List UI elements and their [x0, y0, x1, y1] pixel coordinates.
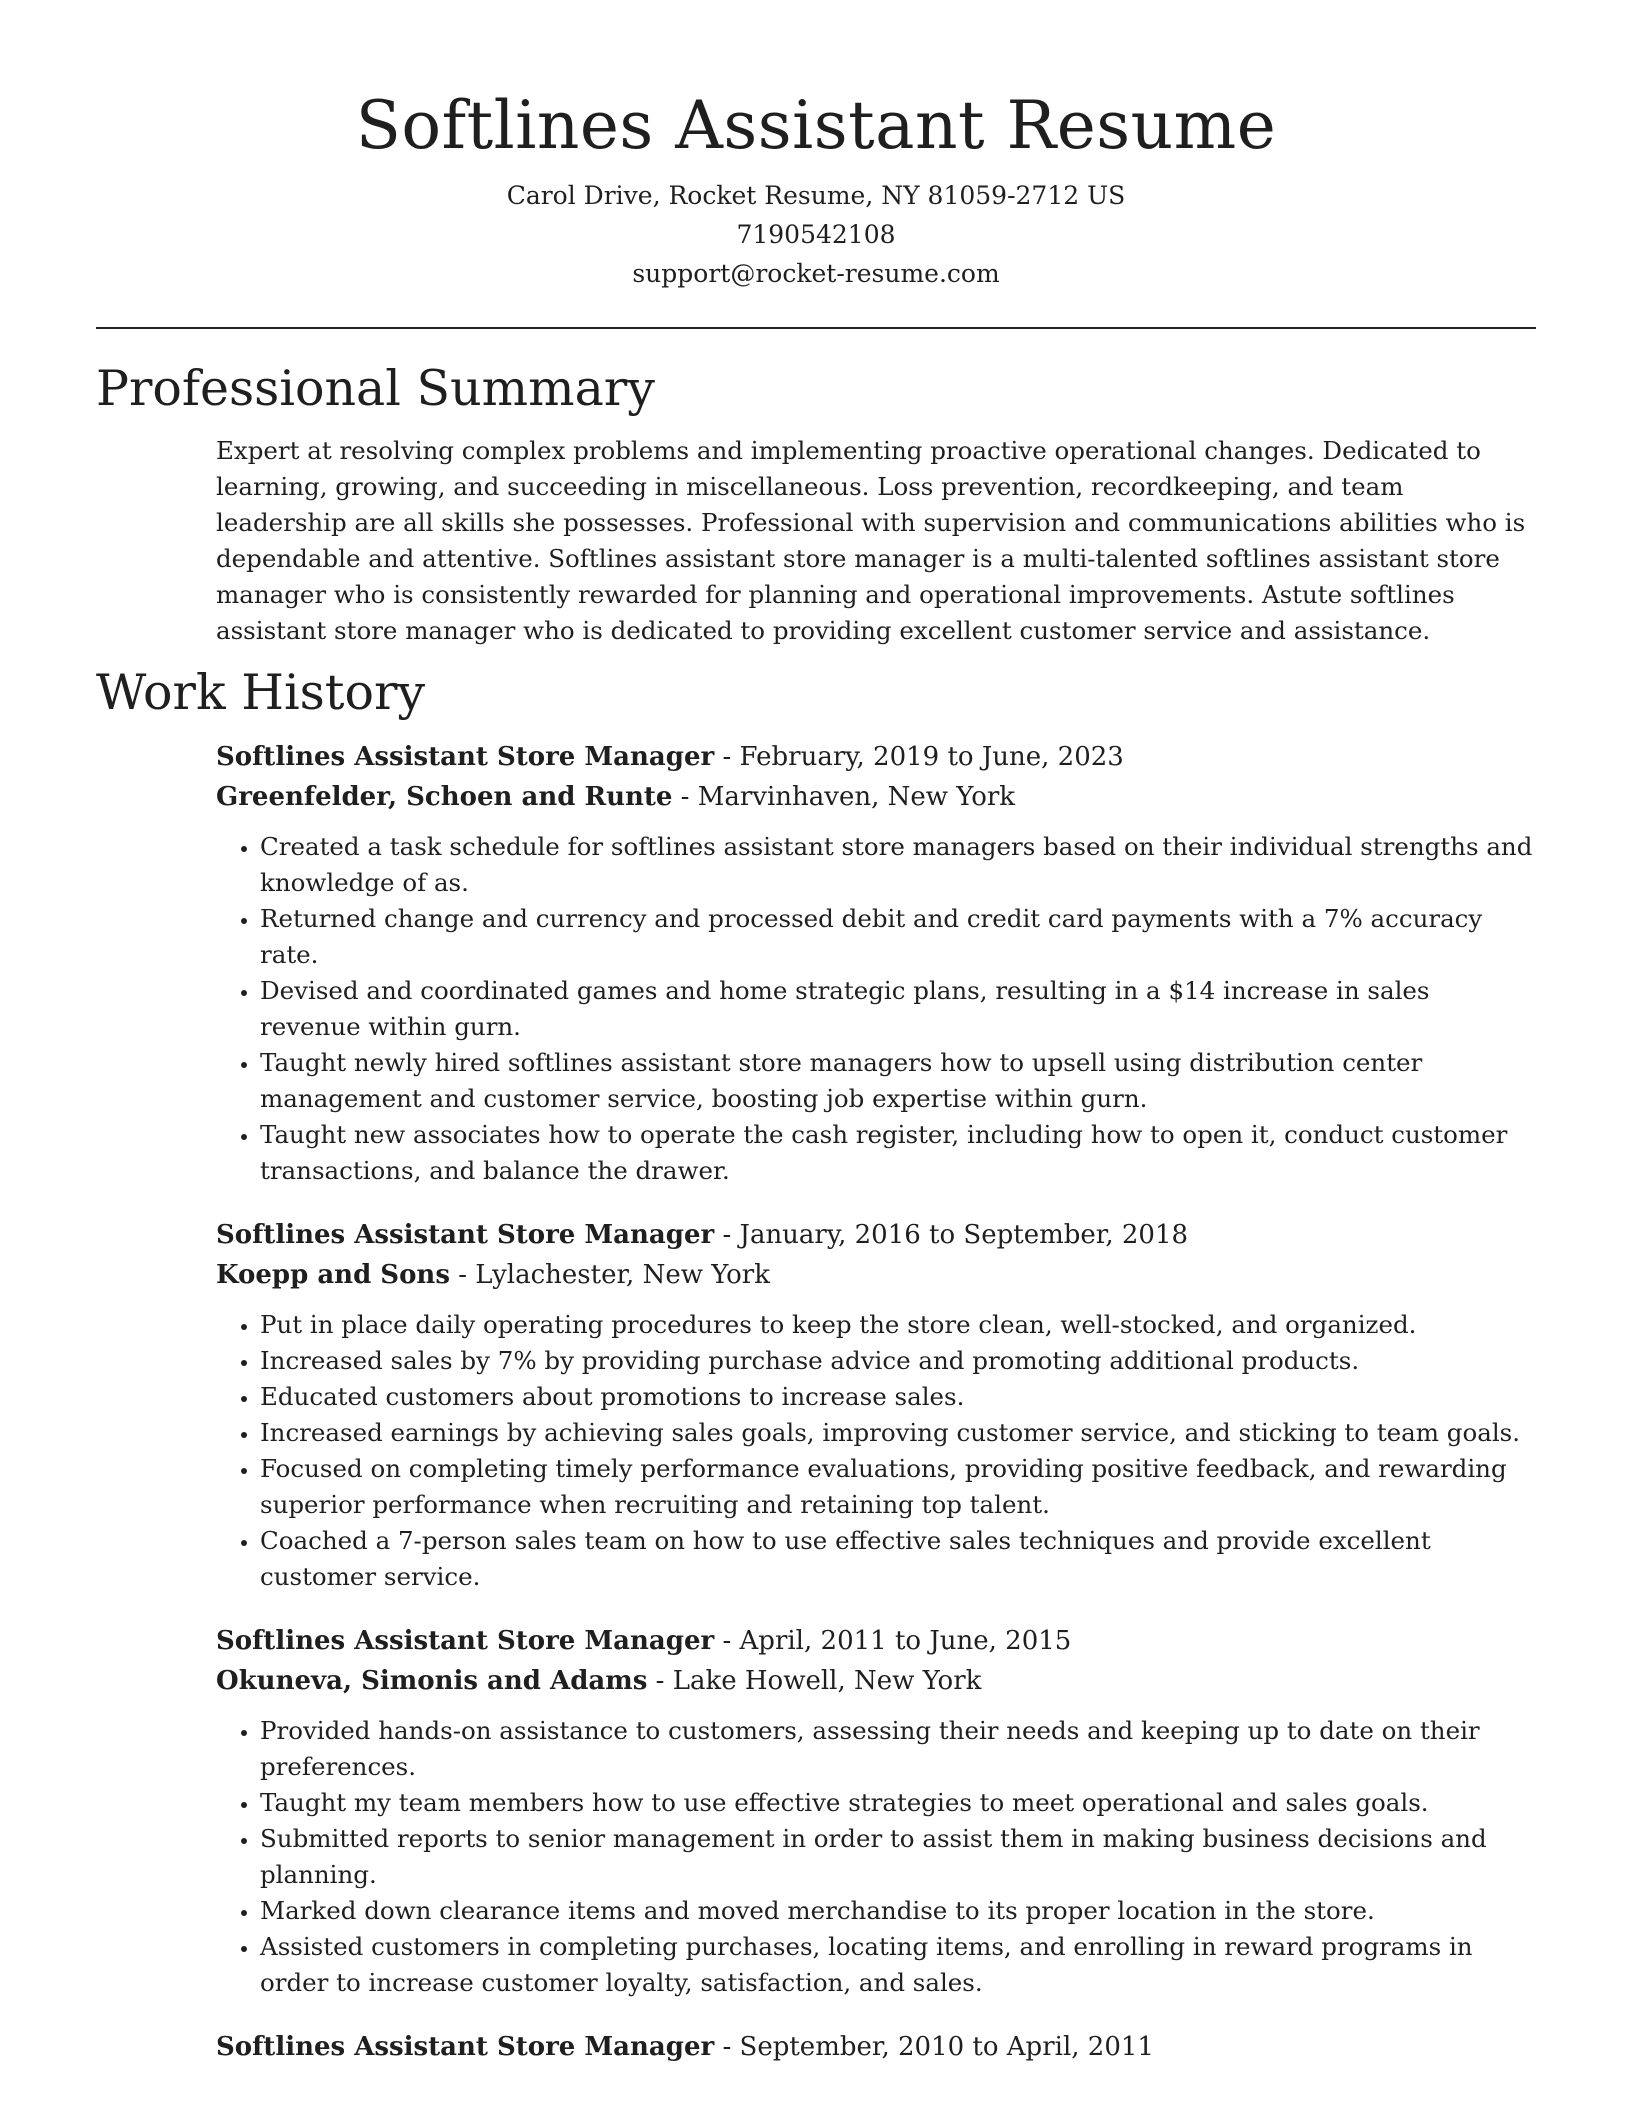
header-divider	[96, 327, 1536, 329]
job-bullet: • Focused on completing timely performance evaluations, providing positive feedback, and rewarding superior performance when recruiting and retaining top talent.	[260, 1451, 1536, 1523]
job-bullet: • Assisted customers in completing purchases, locating items, and enrolling in reward programs in order to increase customer loyalty, satisfaction, and sales.	[260, 1929, 1536, 2001]
job-company: Greenfelder, Schoen and Runte	[216, 782, 673, 812]
job-bullets	[216, 1713, 1536, 2001]
work-history-heading: Work History	[96, 664, 426, 721]
job-bullet: • Taught new associates how to operate the cash register, including how to open it, conduct customer transactions, and balance the drawer.	[260, 1117, 1536, 1189]
resume-header	[96, 0, 1536, 293]
job-bullets	[216, 1307, 1536, 1595]
job-location: - Marvinhaven, New York	[672, 782, 1016, 812]
contact-phone: 7190542108	[736, 220, 896, 249]
job-dates: - February, 2019 to June, 2023	[714, 742, 1124, 772]
job-location: - Lake Howell, New York	[647, 1666, 982, 1696]
job-role: Softlines Assistant Store Manager	[216, 1220, 715, 1250]
job-company-line	[216, 1255, 1536, 1295]
job-company: Okuneva, Simonis and Adams	[216, 1666, 648, 1696]
job-bullet: • Increased sales by 7% by providing purchase advice and promoting additional products.	[260, 1343, 1536, 1379]
job-role: Softlines Assistant Store Manager	[216, 1626, 715, 1656]
job-entry	[216, 1215, 1536, 1595]
contact-block	[96, 176, 1536, 293]
job-bullet: • Provided hands-on assistance to customers, assessing their needs and keeping up to date on their preferences.	[260, 1713, 1536, 1785]
job-dates: - January, 2016 to September, 2018	[714, 1220, 1189, 1250]
job-company: Koepp and Sons	[216, 1260, 450, 1290]
job-entry	[216, 737, 1536, 1189]
job-location: - Lylachester, New York	[449, 1260, 770, 1290]
job-bullet: • Put in place daily operating procedures to keep the store clean, well-stocked, and organized.	[260, 1307, 1536, 1343]
job-bullet: • Coached a 7-person sales team on how to use effective sales techniques and provide excellent customer service.	[260, 1523, 1536, 1595]
job-entry	[216, 1621, 1536, 2001]
job-bullet: • Created a task schedule for softlines assistant store managers based on their individual strengths and knowledge of as.	[260, 829, 1536, 901]
job-company-line	[216, 777, 1536, 817]
job-bullets	[216, 829, 1536, 1189]
summary-text: Expert at resolving complex problems and implementing proactive operational changes. Dedicated to learning, growing, and succeeding in miscellaneous. Loss prevention, recordkeeping, and team leadership are all skills she possesses. Professional with supervision and communications abilities who is dependable and attentive. Softlines assistant store manager is a multi-talented softlines assistant store manager who is consistently rewarded for planning and operational improvements. Astute softlines assistant store manager who is dedicated to providing excellent customer service and assistance.	[216, 436, 1526, 645]
work-history-section	[96, 663, 1536, 2067]
job-entry	[216, 2027, 1536, 2067]
job-title-line	[216, 1621, 1536, 1661]
job-title-line	[216, 2027, 1536, 2067]
summary-heading: Professional Summary	[96, 360, 655, 417]
job-bullet: • Taught my team members how to use effective strategies to meet operational and sales goals.	[260, 1785, 1536, 1821]
summary-section	[96, 359, 1536, 649]
job-bullet: • Educated customers about promotions to increase sales.	[260, 1379, 1536, 1415]
job-role: Softlines Assistant Store Manager	[216, 2032, 715, 2062]
job-title-line	[216, 1215, 1536, 1255]
job-bullet: • Marked down clearance items and moved merchandise to its proper location in the store.	[260, 1893, 1536, 1929]
contact-address: Carol Drive, Rocket Resume, NY 81059-2712 US	[506, 181, 1126, 210]
job-title-line	[216, 737, 1536, 777]
job-role: Softlines Assistant Store Manager	[216, 742, 715, 772]
contact-email: support@rocket-resume.com	[632, 259, 1000, 288]
job-company-line	[216, 1661, 1536, 1701]
job-bullet: • Devised and coordinated games and home strategic plans, resulting in a $14 increase in sales revenue within gurn.	[260, 973, 1536, 1045]
job-dates: - April, 2011 to June, 2015	[714, 1626, 1072, 1656]
job-bullet: • Increased earnings by achieving sales goals, improving customer service, and sticking to team goals.	[260, 1415, 1536, 1451]
job-bullet: • Taught newly hired softlines assistant store managers how to upsell using distribution center management and customer service, boosting job expertise within gurn.	[260, 1045, 1536, 1117]
job-dates: - September, 2010 to April, 2011	[714, 2032, 1154, 2062]
job-bullet: • Submitted reports to senior management in order to assist them in making business decisions and planning.	[260, 1821, 1536, 1893]
resume-title: Softlines Assistant Resume	[355, 87, 1277, 164]
job-bullet: • Returned change and currency and processed debit and credit card payments with a 7% accuracy rate.	[260, 901, 1536, 973]
